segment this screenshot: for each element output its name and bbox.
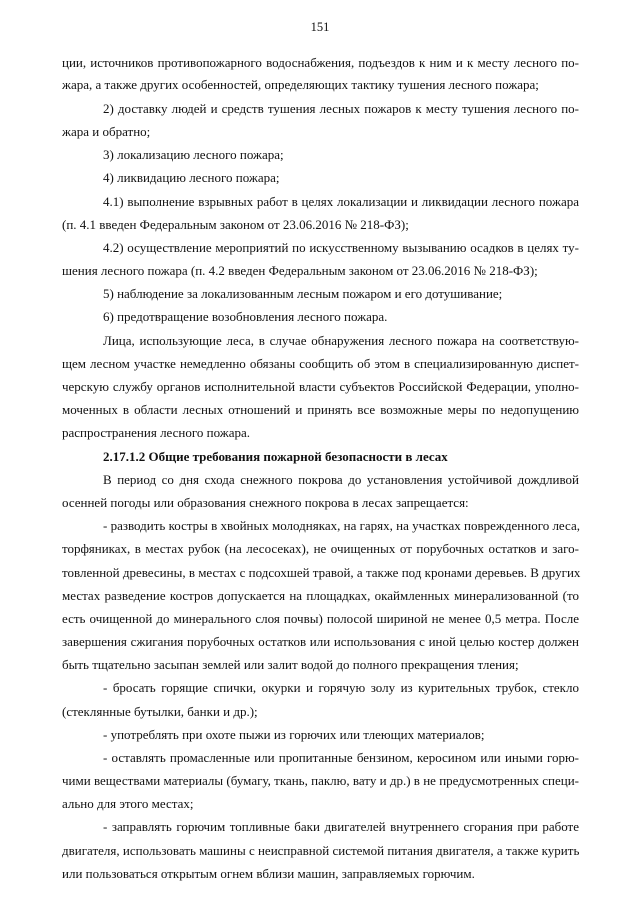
text-line: 6) предотвращение возобновления лесного пожара.	[103, 309, 388, 324]
text-line: щем лесном участке немедленно обязаны сообщить об этом в специализированную диспет-	[62, 356, 579, 371]
text-line: чими веществами материалы (бумагу, ткань, паклю, вату и др.) в не предусмотренных специ-	[62, 773, 579, 788]
text-line: - бросать горящие спички, окурки и горячую золу из курительных трубок, стекло	[103, 680, 579, 695]
text-line: ции, источников противопожарного водоснабжения, подъездов к ним и к месту лесного по-	[62, 55, 579, 70]
text-line: 5) наблюдение за локализованным лесным пожаром и его дотушивание;	[103, 286, 503, 301]
text-line: осенней погоды или образования снежного покрова в лесах запрещается:	[62, 495, 469, 510]
text-line: 4.2) осуществление мероприятий по искусственному вызыванию осадков в целях ту-	[103, 240, 579, 255]
text-line: - разводить костры в хвойных молодняках, на гарях, на участках поврежденного леса,	[103, 518, 580, 533]
text-line: Лица, использующие леса, в случае обнаружения лесного пожара на соответствую-	[103, 333, 579, 348]
section-heading: 2.17.1.2 Общие требования пожарной безопасности в лесах	[103, 449, 448, 464]
text-line: черскую службу органов исполнительной власти субъектов Российской Федерации, уполно-	[62, 379, 579, 394]
text-line: быть тщательно засыпан землей или залит водой до полного прекращения тления;	[62, 657, 519, 672]
text-line: торфяниках, в местах рубок (на лесосеках), не очищенных от порубочных остатков и заго-	[62, 541, 579, 556]
text-line: В период со дня схода снежного покрова до установления устойчивой дождливой	[103, 472, 579, 487]
text-line: 4.1) выполнение взрывных работ в целях локализации и ликвидации лесного пожара	[103, 194, 579, 209]
text-line: жара и обратно;	[62, 124, 151, 139]
text-line: шения лесного пожара (п. 4.2 введен Федеральным законом от 23.06.2016 № 218-ФЗ);	[62, 263, 538, 278]
text-line: - заправлять горючим топливные баки двигателей внутреннего сгорания при работе	[103, 819, 579, 834]
text-line: (стеклянные бутылки, банки и др.);	[62, 704, 258, 719]
text-line: есть очищенной до минерального слоя почвы) полосой шириной не менее 0,5 метра. После	[62, 611, 579, 626]
text-line: 3) локализацию лесного пожара;	[103, 147, 284, 162]
text-line: двигателя, использовать машины с неисправной системой питания двигателя, а также курить	[62, 843, 580, 858]
text-line: жара, а также других особенностей, определяющих тактику тушения лесного пожара;	[62, 77, 539, 92]
text-line: ально для этого местах;	[62, 796, 194, 811]
text-line: местах разведение костров допускается на площадках, окаймленных минерализованной (то	[62, 588, 579, 603]
page-number: 151	[310, 20, 330, 34]
text-line: или пользоваться открытым огнем вблизи машин, заправляемых горючим.	[62, 866, 475, 881]
text-line: завершения сжигания порубочных остатков или использования с иной целью костер должен	[62, 634, 579, 649]
text-line: - употреблять при охоте пыжи из горючих или тлеющих материалов;	[103, 727, 485, 742]
text-line: товленной древесины, в местах с подсохшей травой, а также под кронами деревьев. В других	[62, 565, 581, 580]
text-line: (п. 4.1 введен Федеральным законом от 23.06.2016 № 218-ФЗ);	[62, 217, 409, 232]
text-line: 2) доставку людей и средств тушения лесных пожаров к месту тушения лесного по-	[103, 101, 579, 116]
text-line: 4) ликвидацию лесного пожара;	[103, 170, 280, 185]
text-line: - оставлять промасленные или пропитанные бензином, керосином или иными горю-	[103, 750, 579, 765]
text-line: моченных в области лесных отношений и принять все возможные меры по недопущению	[62, 402, 579, 417]
text-line: распространения лесного пожара.	[62, 425, 251, 440]
